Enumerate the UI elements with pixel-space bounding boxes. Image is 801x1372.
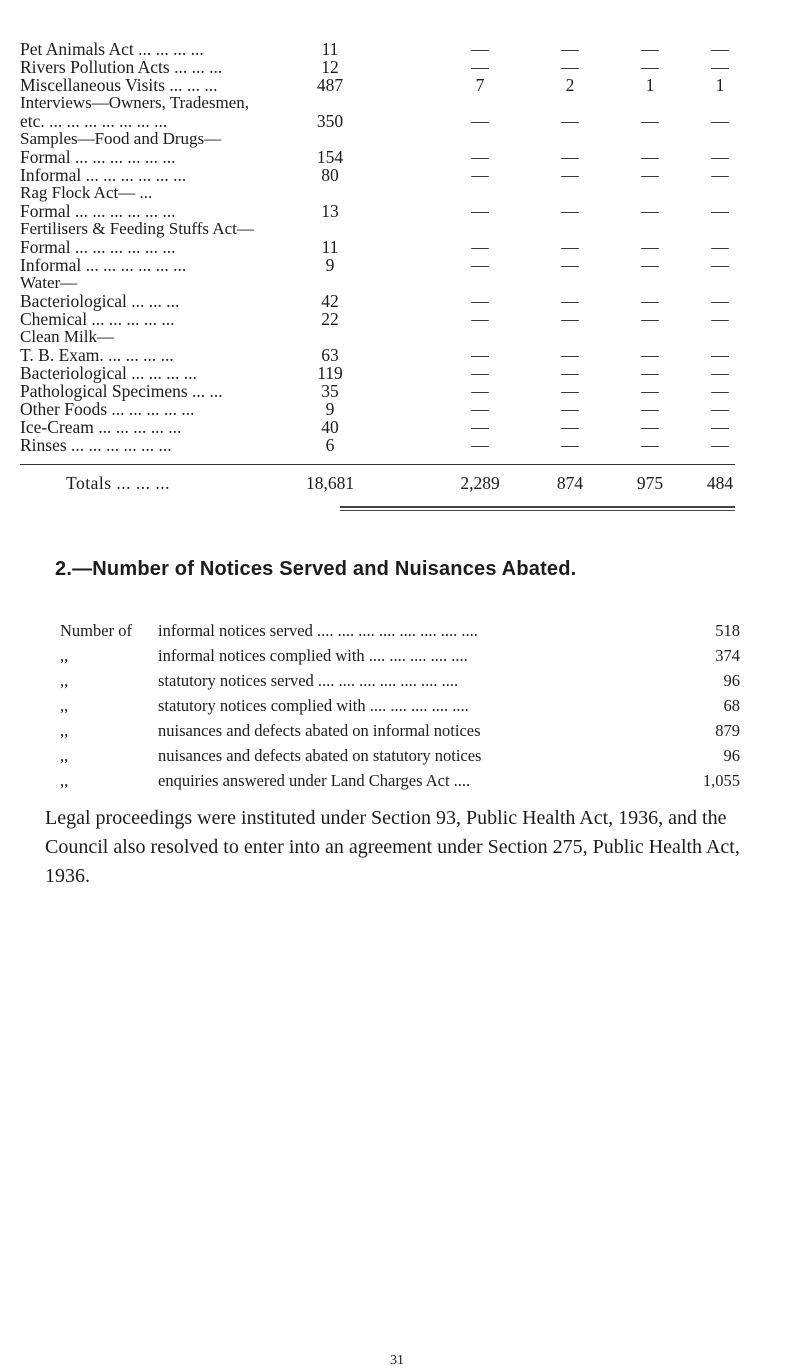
notice-text: statutory notices served .... .... .... .... .... .... ....	[158, 671, 459, 690]
table-row	[20, 94, 735, 112]
totals-label: Totals ... ... ...	[66, 473, 171, 493]
notice-text: statutory notices complied with .... .... .... .... ....	[158, 696, 469, 715]
table-row	[20, 40, 735, 58]
totals-value: 874	[556, 473, 584, 493]
cell-value: —	[711, 345, 729, 365]
table-row	[20, 400, 735, 418]
inspections-table	[20, 40, 735, 454]
totals-value: 484	[706, 473, 734, 493]
cell-value: —	[471, 291, 489, 311]
table-row	[20, 436, 735, 454]
row-label: Bacteriological ... ... ...	[20, 291, 180, 311]
notice-value: 374	[715, 646, 740, 665]
cell-value: —	[641, 435, 659, 455]
cell-value: —	[641, 57, 659, 77]
notice-row	[60, 718, 740, 743]
cell-value: —	[711, 363, 729, 383]
notice-row	[60, 618, 740, 643]
cell-value: —	[561, 237, 579, 257]
cell-value: —	[641, 111, 659, 131]
cell-value: —	[561, 345, 579, 365]
cell-value: —	[471, 237, 489, 257]
cell-value: 42	[321, 291, 339, 311]
row-label: Formal ... ... ... ... ... ...	[20, 201, 176, 221]
cell-value: 22	[321, 309, 339, 329]
cell-value: —	[471, 201, 489, 221]
totals-value: 975	[636, 473, 664, 493]
table-row	[20, 256, 735, 274]
notice-prefix: ,,	[60, 671, 69, 690]
cell-value: 154	[316, 147, 344, 167]
cell-value: —	[641, 345, 659, 365]
cell-value: 11	[321, 237, 339, 257]
cell-value: —	[641, 237, 659, 257]
page-number: 31	[390, 1353, 404, 1368]
totals-value: 18,681	[305, 473, 355, 493]
notice-row	[60, 768, 740, 793]
table-row	[20, 166, 735, 184]
notice-row	[60, 643, 740, 668]
cell-value: —	[641, 399, 659, 419]
row-label: Water—	[20, 273, 78, 292]
notice-value: 518	[715, 621, 740, 640]
cell-value: —	[561, 39, 579, 59]
row-label: Miscellaneous Visits ... ... ...	[20, 75, 218, 95]
cell-value: —	[711, 39, 729, 59]
table-row	[20, 184, 735, 202]
cell-value: 119	[317, 363, 343, 383]
notice-prefix: Number of	[60, 621, 132, 640]
cell-value: —	[641, 417, 659, 437]
cell-value: 40	[321, 417, 339, 437]
row-label: Bacteriological ... ... ... ...	[20, 363, 197, 383]
cell-value: —	[561, 417, 579, 437]
notice-prefix: ,,	[60, 696, 69, 715]
cell-value: —	[641, 201, 659, 221]
cell-value: —	[561, 255, 579, 275]
row-label: etc. ... ... ... ... ... ... ...	[20, 111, 168, 131]
cell-value: —	[471, 165, 489, 185]
cell-value: 7	[475, 75, 485, 95]
cell-value: —	[561, 57, 579, 77]
table-row	[20, 274, 735, 292]
cell-value: —	[711, 399, 729, 419]
cell-value: —	[561, 435, 579, 455]
row-label: Fertilisers & Feeding Stuffs Act—	[20, 219, 254, 238]
totals-row	[20, 472, 735, 494]
table-row	[20, 364, 735, 382]
notice-prefix: ,,	[60, 771, 69, 790]
cell-value: —	[471, 255, 489, 275]
cell-value: —	[561, 147, 579, 167]
cell-value: —	[471, 147, 489, 167]
row-label: Informal ... ... ... ... ... ...	[20, 255, 187, 275]
totals-value: 2,289	[460, 473, 500, 493]
row-label: Formal ... ... ... ... ... ...	[20, 237, 176, 257]
cell-value: —	[711, 309, 729, 329]
table-row	[20, 418, 735, 436]
table-row	[20, 58, 735, 76]
cell-value: —	[711, 381, 729, 401]
table-rule-top	[20, 464, 735, 465]
cell-value: 1	[645, 75, 655, 95]
notice-row	[60, 743, 740, 768]
row-label: Informal ... ... ... ... ... ...	[20, 165, 187, 185]
cell-value: 11	[321, 39, 339, 59]
table-row	[20, 382, 735, 400]
cell-value: —	[561, 381, 579, 401]
cell-value: —	[641, 147, 659, 167]
notice-text: enquiries answered under Land Charges Act ....	[158, 771, 471, 790]
row-label: Rinses ... ... ... ... ... ...	[20, 435, 172, 455]
notice-value: 96	[723, 746, 740, 765]
cell-value: —	[471, 381, 489, 401]
cell-value: —	[471, 57, 489, 77]
row-label: Pet Animals Act ... ... ... ...	[20, 39, 204, 59]
table-row	[20, 346, 735, 364]
cell-value: —	[471, 39, 489, 59]
notice-prefix: ,,	[60, 721, 69, 740]
cell-value: —	[711, 291, 729, 311]
row-label: Rivers Pollution Acts ... ... ...	[20, 57, 223, 77]
cell-value: —	[711, 255, 729, 275]
table-row	[20, 130, 735, 148]
row-label: Interviews—Owners, Tradesmen,	[20, 93, 249, 112]
cell-value: —	[561, 111, 579, 131]
row-label: T. B. Exam. ... ... ... ...	[20, 345, 174, 365]
cell-value: 80	[321, 165, 339, 185]
notice-value: 96	[723, 671, 740, 690]
cell-value: —	[641, 255, 659, 275]
cell-value: 9	[325, 399, 335, 419]
table-row	[20, 76, 735, 94]
table-row	[20, 202, 735, 220]
notice-text: nuisances and defects abated on informal notices	[158, 721, 481, 740]
cell-value: 9	[325, 255, 335, 275]
cell-value: —	[711, 57, 729, 77]
notice-text: informal notices served .... .... .... .... .... .... .... ....	[158, 621, 478, 640]
notice-text: informal notices complied with .... .... .... .... ....	[158, 646, 468, 665]
cell-value: —	[471, 399, 489, 419]
cell-value: —	[471, 345, 489, 365]
table-row	[20, 238, 735, 256]
table-row	[20, 328, 735, 346]
notice-text: nuisances and defects abated on statutory notices	[158, 746, 482, 765]
cell-value: —	[641, 165, 659, 185]
cell-value: —	[561, 165, 579, 185]
cell-value: —	[561, 363, 579, 383]
cell-value: —	[711, 111, 729, 131]
cell-value: —	[711, 201, 729, 221]
cell-value: 487	[316, 75, 344, 95]
cell-value: 1	[715, 75, 725, 95]
cell-value: —	[711, 417, 729, 437]
cell-value: 6	[325, 435, 335, 455]
cell-value: —	[471, 435, 489, 455]
cell-value: —	[471, 309, 489, 329]
cell-value: —	[641, 291, 659, 311]
section-heading: 2.—Number of Notices Served and Nuisances Abated.	[55, 558, 577, 580]
cell-value: 12	[321, 57, 339, 77]
cell-value: —	[561, 201, 579, 221]
table-row	[20, 220, 735, 238]
row-label: Samples—Food and Drugs—	[20, 129, 222, 148]
cell-value: —	[561, 309, 579, 329]
table-row	[20, 310, 735, 328]
notice-value: 879	[715, 721, 740, 740]
notice-value: 68	[723, 696, 740, 715]
cell-value: 63	[321, 345, 339, 365]
cell-value: 35	[321, 381, 339, 401]
notices-list	[60, 618, 740, 793]
cell-value: —	[711, 435, 729, 455]
notice-prefix: ,,	[60, 746, 69, 765]
row-label: Other Foods ... ... ... ... ...	[20, 399, 195, 419]
cell-value: —	[471, 111, 489, 131]
notice-value: 1,055	[702, 771, 740, 790]
cell-value: 2	[565, 75, 575, 95]
cell-value: —	[471, 363, 489, 383]
cell-value: —	[711, 237, 729, 257]
table-row	[20, 112, 735, 130]
legal-proceedings-paragraph: Legal proceedings were instituted under Section 93, Public Health Act, 1936, and the Council also resolved to enter into an agreement under Section 275, Public Health Act, 1936.	[45, 807, 740, 887]
cell-value: —	[711, 165, 729, 185]
notice-row	[60, 693, 740, 718]
totals-double-rule	[340, 506, 735, 508]
row-label: Pathological Specimens ... ...	[20, 381, 223, 401]
row-label: Ice-Cream ... ... ... ... ...	[20, 417, 182, 437]
cell-value: —	[711, 147, 729, 167]
notice-row	[60, 668, 740, 693]
cell-value: —	[641, 39, 659, 59]
table-row	[20, 148, 735, 166]
row-label: Rag Flock Act— ...	[20, 183, 153, 202]
cell-value: 13	[321, 201, 339, 221]
cell-value: —	[641, 363, 659, 383]
totals-double-rule	[340, 510, 735, 511]
cell-value: —	[561, 399, 579, 419]
cell-value: —	[471, 417, 489, 437]
row-label: Chemical ... ... ... ... ...	[20, 309, 175, 329]
cell-value: —	[641, 309, 659, 329]
row-label: Formal ... ... ... ... ... ...	[20, 147, 176, 167]
cell-value: —	[561, 291, 579, 311]
notice-prefix: ,,	[60, 646, 69, 665]
table-row	[20, 292, 735, 310]
cell-value: —	[641, 381, 659, 401]
row-label: Clean Milk—	[20, 327, 114, 346]
cell-value: 350	[316, 111, 344, 131]
